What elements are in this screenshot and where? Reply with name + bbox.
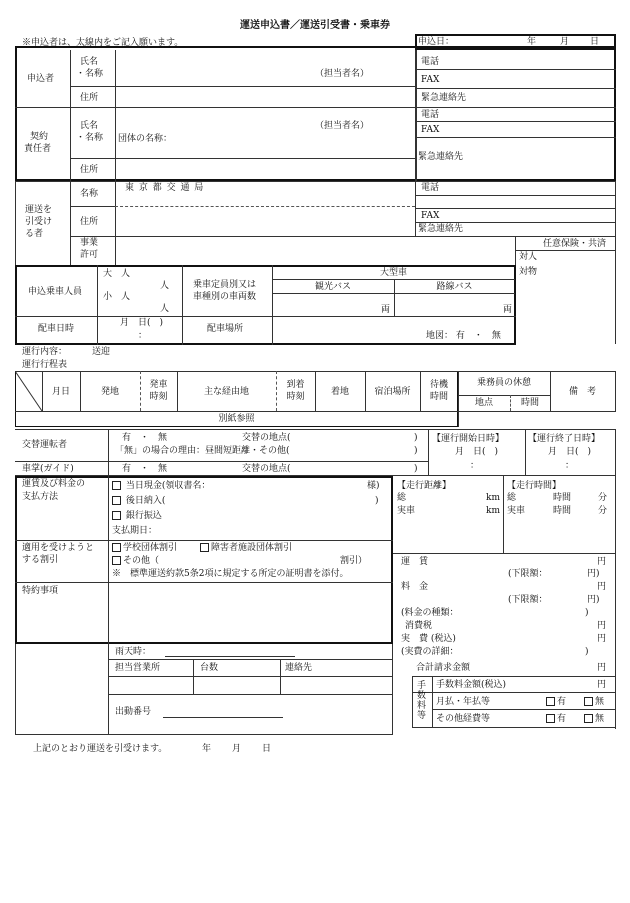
child-label: 小 人 — [103, 292, 131, 302]
diagonal-slash — [15, 371, 43, 411]
divider — [70, 181, 71, 265]
fare-lower-close[interactable]: 円) — [587, 569, 600, 579]
conductor-label: 車掌(ガイド) — [22, 464, 74, 474]
divider — [15, 316, 516, 317]
divider — [415, 208, 616, 209]
expense-yen[interactable]: 円 — [597, 634, 607, 644]
large-bus-label: 大型車 — [379, 268, 407, 278]
insurance-label: 任意保険・共済 — [543, 239, 607, 249]
contract-fax[interactable]: FAX — [421, 125, 440, 135]
divider — [415, 137, 616, 138]
other-suffix: 割引） — [340, 556, 368, 566]
payment-label-2: 支払方法 — [22, 492, 59, 502]
contract-person-in-charge[interactable]: （担当者名） — [315, 121, 370, 131]
vehicle-label-2: 車種別の車両数 — [193, 292, 257, 302]
time-total: 総 — [507, 493, 517, 503]
fare-label: 運 賃 — [401, 557, 429, 567]
itinerary-label: 運行行程表 — [22, 360, 68, 370]
footer-text: 上記のとおり運送を引受けます。 — [33, 744, 168, 754]
distance-total-km[interactable]: km — [486, 493, 500, 503]
time-actual: 実車 — [507, 506, 526, 516]
start-time-sep[interactable]: ： — [470, 461, 480, 471]
no-reason-close: ) — [414, 446, 418, 456]
divider — [15, 461, 428, 462]
divider — [432, 676, 433, 727]
col-arr-time-2: 時刻 — [286, 392, 305, 402]
alt-driver-point-close: ) — [414, 433, 418, 443]
divider — [15, 540, 393, 541]
dispatch-date-label: 配車日時 — [38, 324, 75, 334]
map-yes-no[interactable]: 地図： 有 ・ 無 — [426, 331, 501, 341]
alt-driver-yes-no[interactable]: 有 ・ 無 — [122, 433, 168, 443]
time-actual-minute[interactable]: 分 — [598, 506, 608, 516]
col-arrival: 着地 — [330, 387, 349, 397]
carrier-fax[interactable]: FAX — [421, 211, 440, 221]
adult-unit[interactable]: 人 — [160, 281, 170, 291]
discount-note: ※ 標準運送約款5条2項に規定する所定の証明書を添付。 — [112, 569, 349, 579]
divider — [15, 734, 393, 735]
carrier-tel[interactable]: 電話 — [421, 183, 440, 193]
divider — [272, 293, 515, 294]
carrier-label-3: る者 — [25, 229, 44, 239]
divider — [420, 371, 421, 411]
applicant-name-label-2: ・名称 — [76, 69, 104, 79]
adult-label: 大 人 — [103, 269, 131, 279]
fare-yen[interactable]: 円 — [597, 557, 607, 567]
applicant-name-label-1: 氏名 — [80, 57, 99, 67]
date-month[interactable]: 月 — [560, 37, 570, 47]
divider — [415, 69, 616, 70]
contract-emergency[interactable]: 緊急連絡先 — [418, 152, 464, 162]
payment-label-1: 運賃及び料金の — [22, 479, 86, 489]
divider — [412, 692, 616, 693]
distance-actual: 実車 — [397, 506, 416, 516]
divider — [515, 250, 616, 251]
col-via: 主な経由地 — [203, 387, 249, 397]
divider — [115, 50, 116, 181]
divider — [272, 279, 515, 280]
monthly-yes-label: 有 — [557, 697, 567, 707]
date-label: 申込日： — [418, 37, 455, 47]
col-month-day: 月日 — [51, 387, 70, 397]
other-expense-yes-checkbox[interactable] — [546, 714, 555, 723]
end-time-sep[interactable]: ： — [565, 461, 575, 471]
col-wait-2: 時間 — [429, 392, 448, 402]
contract-tel[interactable]: 電話 — [421, 110, 440, 120]
later-label: 後日納入( — [125, 496, 166, 506]
cash-label: 当日現金(領収書名： — [125, 481, 211, 491]
divider — [525, 429, 526, 475]
expense-detail-close: ) — [585, 647, 589, 657]
operation-content-label: 運行内容： — [22, 347, 68, 357]
commission-yen[interactable]: 円 — [597, 680, 607, 690]
dispatch-no-label: 出動番号 — [115, 707, 152, 717]
divider — [115, 181, 116, 265]
divider — [15, 411, 458, 412]
divider — [458, 411, 616, 412]
other-expense-no-label: 無 — [595, 714, 605, 724]
school-label: 学校団体割引 — [123, 543, 178, 553]
cash-suffix: 様) — [367, 481, 380, 491]
col-dep-time-2: 時刻 — [149, 392, 168, 402]
other-expense-no[interactable] — [584, 714, 604, 725]
divider — [140, 371, 141, 411]
remarks-label: 備 考 — [568, 387, 596, 397]
discount-label-1: 適用を受けようと — [22, 543, 95, 553]
special-label: 特約事項 — [22, 586, 59, 596]
payment-bank[interactable] — [112, 511, 162, 522]
conductor-yes-no[interactable]: 有 ・ 無 — [122, 464, 168, 474]
divider — [108, 659, 393, 660]
other-expense-label: その他経費等 — [436, 714, 491, 724]
divider — [615, 181, 616, 344]
divider — [70, 236, 616, 237]
contact-label: 連絡先 — [285, 663, 313, 673]
route-bus-unit[interactable]: 両 — [503, 305, 513, 315]
carrier-emergency[interactable]: 緊急連絡先 — [418, 224, 464, 234]
payment-later[interactable] — [112, 496, 165, 507]
col-wait-1: 待機 — [429, 380, 448, 390]
divider — [412, 727, 616, 728]
applicant-block — [15, 46, 616, 181]
contract-label-1: 契約 — [30, 132, 49, 142]
divider — [280, 659, 281, 694]
col-departure: 発地 — [100, 387, 119, 397]
end-date-value[interactable]: 月 日( ) — [548, 447, 592, 457]
divider — [97, 265, 98, 345]
divider — [15, 107, 616, 108]
divider — [182, 265, 183, 345]
expense-detail[interactable]: (実費の詳細： — [401, 647, 459, 657]
other-expense-yes[interactable] — [546, 714, 566, 725]
distance-actual-km[interactable]: km — [486, 506, 500, 516]
divider — [15, 644, 16, 734]
charge-yen[interactable]: 円 — [597, 582, 607, 592]
monthly-yes-checkbox[interactable] — [546, 697, 555, 706]
applicant-emergency[interactable]: 緊急連絡先 — [421, 93, 467, 103]
divider — [412, 676, 413, 727]
rain-label[interactable]: 雨天時： — [115, 647, 152, 657]
divider — [70, 50, 71, 181]
commission-label: 手数料金額(税込) — [436, 680, 507, 690]
divider — [415, 121, 616, 122]
monthly-label: 月払・年払等 — [436, 697, 491, 707]
separate-sheet-note: 別紙参照 — [218, 414, 255, 424]
charge-lower-close[interactable]: 円) — [587, 595, 600, 605]
dispatch-date-value[interactable]: 月 日( ) — [120, 318, 164, 328]
monthly-no-label: 無 — [595, 697, 605, 707]
divider — [70, 86, 415, 87]
date-day[interactable]: 日 — [590, 37, 600, 47]
divider — [615, 371, 616, 411]
carrier-name-label: 名称 — [80, 189, 99, 199]
carrier-license-label-1: 事業 — [80, 238, 99, 248]
divider — [276, 371, 277, 411]
divider — [458, 395, 550, 396]
other-expense-yes-label: 有 — [557, 714, 567, 724]
contract-label-2: 責任者 — [24, 144, 52, 154]
carrier-label-2: 引受け — [25, 217, 53, 227]
bank-label: 銀行振込 — [125, 511, 162, 521]
divider — [503, 476, 504, 553]
tax-label: 消費税 — [405, 621, 433, 631]
carrier-address-label: 住所 — [80, 217, 99, 227]
divider — [615, 476, 616, 553]
payment-cash[interactable] — [112, 481, 210, 492]
applicant-label: 申込者 — [27, 74, 55, 84]
divider — [70, 206, 115, 207]
divider — [392, 644, 393, 734]
divider — [615, 553, 616, 729]
alt-driver-point[interactable]: 交替の地点( — [242, 433, 291, 443]
time-total-minute[interactable]: 分 — [598, 493, 608, 503]
disabled-checkbox[interactable] — [200, 543, 209, 552]
applicant-person-in-charge[interactable]: （担当者名） — [315, 69, 370, 79]
crew-time-label: 時間 — [520, 398, 539, 408]
carrier-license-label-2: 許可 — [80, 250, 99, 260]
time-label: 【走行時間】 — [507, 481, 562, 491]
discount-label-2: する割引 — [22, 555, 59, 565]
route-bus-label: 路線バス — [436, 282, 473, 292]
insurance-property[interactable]: 対物 — [519, 267, 538, 277]
divider — [15, 181, 616, 182]
divider — [115, 206, 415, 207]
col-lodging: 宿泊場所 — [374, 387, 411, 397]
bank-checkbox[interactable] — [112, 511, 121, 520]
applicant-fax[interactable]: FAX — [421, 75, 440, 85]
carrier-label-1: 運送を — [25, 205, 53, 215]
monthly-no-checkbox[interactable] — [584, 697, 593, 706]
divider — [15, 181, 16, 265]
start-datetime-label: 【運行開始日時】 — [432, 434, 505, 444]
later-checkbox[interactable] — [112, 496, 121, 505]
col-arr-time-1: 到着 — [286, 380, 305, 390]
alt-driver-label: 交替運転者 — [22, 440, 68, 450]
contract-name-label-2: ・名称 — [76, 133, 104, 143]
insurance-person[interactable]: 対人 — [519, 252, 538, 262]
vehicle-label-1: 乗車定員別又は — [193, 280, 257, 290]
start-date-value[interactable]: 月 日( ) — [455, 447, 499, 457]
divider — [415, 195, 616, 196]
divider — [615, 429, 616, 475]
disabled-label: 障害者施設団体割引 — [211, 543, 293, 553]
divider — [15, 582, 393, 583]
applicant-tel[interactable]: 電話 — [421, 57, 440, 67]
divider — [70, 158, 415, 159]
office-label: 担当営業所 — [115, 663, 161, 673]
payment-due[interactable]: 支払期日： — [112, 526, 158, 536]
contract-address-label: 住所 — [80, 165, 99, 175]
divider — [108, 694, 393, 695]
divider — [393, 553, 616, 554]
footer-year: 年 — [202, 744, 212, 754]
divider — [108, 429, 109, 475]
cash-checkbox[interactable] — [112, 481, 121, 490]
date-year[interactable]: 年 — [527, 37, 537, 47]
school-checkbox[interactable] — [112, 543, 121, 552]
form-note: ※申込者は、太線内をご記入願います。 — [22, 38, 184, 48]
discount-disabled[interactable] — [200, 543, 292, 554]
tax-yen[interactable]: 円 — [597, 621, 607, 631]
document-title: 運送申込書／運送引受書・乗車券 — [240, 20, 390, 31]
operation-content-value: 送迎 — [92, 347, 111, 357]
passengers-label: 申込乗車人員 — [28, 287, 83, 297]
distance-total: 総 — [397, 493, 407, 503]
monthly-no[interactable] — [584, 697, 604, 708]
conductor-point[interactable]: 交替の地点( — [242, 464, 291, 474]
crew-rest-label: 乗務員の休憩 — [476, 378, 531, 388]
footer-day: 日 — [262, 744, 272, 754]
carrier-name-value: 東 京 都 交 通 局 — [125, 183, 205, 193]
col-dep-time-1: 発車 — [149, 380, 168, 390]
divider — [108, 476, 109, 734]
crew-place-label: 地点 — [474, 398, 493, 408]
dispatch-no-underline — [163, 717, 283, 718]
divider — [415, 222, 616, 223]
no-reason[interactable]: 「無」の場合の理由：昼間短距離・その他( — [115, 446, 290, 456]
contract-org-label[interactable]: 団体の名称： — [118, 134, 173, 144]
divider — [415, 88, 616, 89]
conductor-point-close: ) — [414, 464, 418, 474]
charge-lower-limit: (下限額： — [508, 595, 548, 605]
payment-block — [15, 476, 393, 644]
monthly-yes[interactable] — [546, 697, 566, 708]
sightseeing-bus-label: 観光バス — [314, 282, 351, 292]
total-label: 合計請求金額 — [416, 663, 471, 673]
divider — [108, 676, 393, 677]
total-yen[interactable]: 円 — [597, 663, 607, 673]
dispatch-place-label: 配車場所 — [207, 324, 244, 334]
discount-other[interactable] — [112, 556, 159, 567]
discount-school[interactable] — [112, 543, 177, 554]
later-close: ) — [375, 496, 379, 506]
other-label: その他（ — [123, 556, 160, 566]
rain-underline — [165, 656, 295, 657]
divider — [432, 709, 616, 710]
applicant-address-label: 住所 — [80, 93, 99, 103]
charge-kind[interactable]: (料金の種類： — [401, 608, 459, 618]
fare-lower-limit: (下限額： — [508, 569, 548, 579]
charge-kind-close: ) — [585, 608, 589, 618]
other-expense-no-checkbox[interactable] — [584, 714, 593, 723]
commission-vertical-label: 手数料等 — [417, 681, 427, 721]
child-unit[interactable]: 人 — [160, 304, 170, 314]
divider — [412, 676, 616, 677]
sightseeing-bus-unit[interactable]: 両 — [381, 305, 391, 315]
other-checkbox[interactable] — [112, 556, 121, 565]
divider — [428, 429, 429, 475]
dispatch-time-sep[interactable]: ： — [138, 331, 148, 341]
time-total-hour[interactable]: 時間 — [553, 493, 572, 503]
units-label: 台数 — [200, 663, 219, 673]
charge-label: 料 金 — [401, 582, 429, 592]
expense-label: 実 費 (税込) — [401, 634, 456, 644]
footer-month: 月 — [232, 744, 242, 754]
time-actual-hour[interactable]: 時間 — [553, 506, 572, 516]
contract-name-label-1: 氏名 — [80, 121, 99, 131]
divider — [193, 659, 194, 694]
end-datetime-label: 【運行終了日時】 — [528, 434, 601, 444]
distance-label: 【走行距離】 — [397, 481, 452, 491]
